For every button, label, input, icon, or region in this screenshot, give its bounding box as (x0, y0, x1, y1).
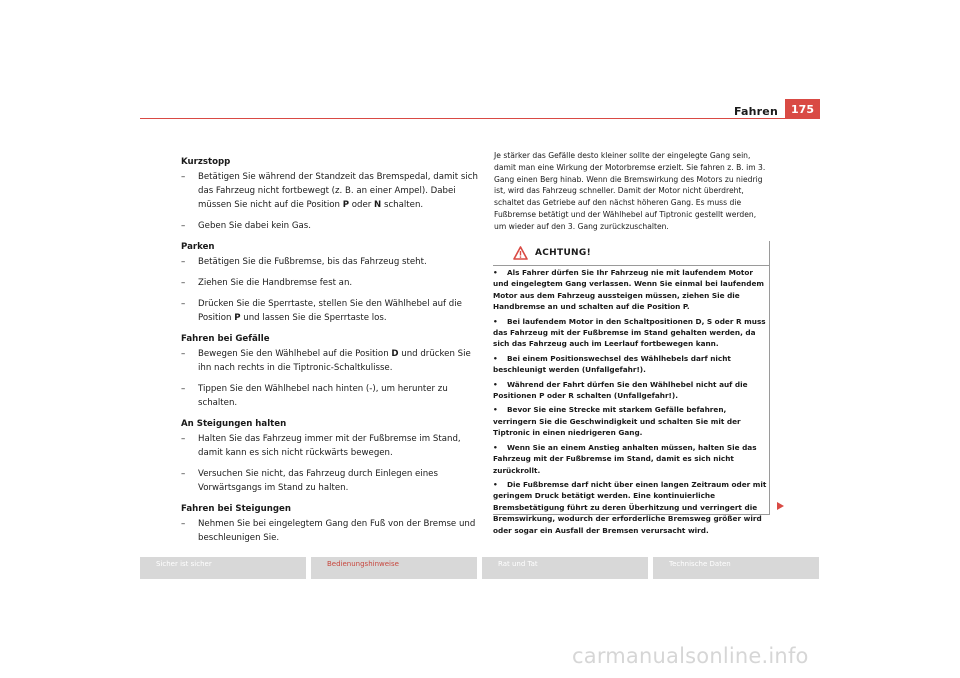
bullet-marker: • (493, 316, 498, 326)
warning-list (493, 267, 767, 539)
watermark: carmanualsonline.info (572, 644, 809, 668)
left-column (181, 155, 481, 545)
instruction-text: oder (349, 200, 375, 210)
instruction-text: Betätigen Sie während der Standzeit das Bremspedal, damit sich das Fahrzeug nicht fortbewegt (z. B. an einer Ampel). Dabei müssen Sie nicht auf die Position (198, 172, 478, 210)
warning-item (493, 353, 767, 376)
instruction-item (181, 382, 481, 410)
dash-marker: – (181, 349, 186, 359)
instruction-item (181, 297, 481, 325)
instruction-text: Betätigen Sie die Fußbremse, bis das Fahrzeug steht. (198, 257, 427, 267)
intro-paragraph: Je stärker das Gefälle desto kleiner sollte der eingelegte Gang sein, damit man eine Wirkung der Motorbremse erzielt. Sie fahren z. B. im 3. Gang einen Berg hinab. Wenn die Bremswirkung des Motors zu niedrig ist, wird das Fahrzeug schneller. Damit der Motor nicht überdreht, schaltet das Getriebe auf den nächst höheren Gang. Es muss die Fußbremse betätigt und der Wählhebel auf Tiptronic gestellt werden, um wieder auf den 3. Gang zurückzuschalten. (494, 151, 766, 231)
warning-text: Während der Fahrt dürfen Sie den Wählhebel nicht auf die Positionen P oder R schalten (Unfallgefahr!). (493, 379, 748, 401)
instruction-item (181, 219, 481, 233)
section-heading: Fahren bei Steigungen (181, 504, 291, 514)
section-heading: Fahren bei Gefälle (181, 334, 270, 344)
section-heading: Parken (181, 242, 215, 252)
warning-item (493, 316, 767, 350)
instruction-text: Halten Sie das Fahrzeug immer mit der Fußbremse im Stand, damit kann es sich nicht rückwärts bewegen. (198, 434, 461, 458)
warning-item (493, 479, 767, 536)
warning-text: Bei laufendem Motor in den Schaltpositionen D, S oder R muss das Fahrzeug mit der Fußbremse im Stand gehalten werden, da sich das Fahrzeug auch im Leerlauf fortbewegen kann. (493, 316, 766, 349)
section-heading: Kurzstopp (181, 157, 231, 167)
instruction-text: Nehmen Sie bei eingelegtem Gang den Fuß von der Bremse und beschleunigen Sie. (198, 519, 476, 543)
dash-marker: – (181, 469, 186, 479)
footer-tab-technische-daten[interactable]: Technische Daten (653, 557, 819, 579)
bullet-marker: • (493, 379, 498, 389)
dash-marker: – (181, 519, 186, 529)
dash-marker: – (181, 221, 186, 231)
warning-item (493, 267, 767, 313)
warning-text: Bevor Sie eine Strecke mit starkem Gefälle befahren, verringern Sie die Geschwindigkeit und schalten Sie mit der Tiptronic in einen niedrigeren Gang. (493, 405, 741, 438)
warning-text: Die Fußbremse darf nicht über einen langen Zeitraum oder mit geringem Druck betätigt werden. Eine kontinuierliche Bremsbetätigung führt zu deren Überhitzung und verringert die Bremswirkung, wodurch der erforderliche Bremsweg größer wird oder sogar ein Ausfall der Bremsen verursacht wird. (493, 479, 767, 535)
warning-text: Als Fahrer dürfen Sie Ihr Fahrzeug nie mit laufendem Motor und eingelegtem Gang verlassen. Wenn Sie einmal bei laufendem Motor aus dem Fahrzeug aussteigen müssen, ziehen Sie die Handbremse an und schalten auf die Position P. (493, 268, 765, 312)
instruction-item (181, 255, 481, 269)
warning-item (493, 379, 767, 402)
dash-marker: – (181, 278, 186, 288)
position-label: P (342, 200, 350, 210)
instruction-item (181, 467, 481, 495)
instruction-item (181, 432, 481, 460)
page-number: 175 (785, 99, 820, 119)
instruction-text: Ziehen Sie die Handbremse fest an. (198, 278, 353, 288)
instruction-text: Tippen Sie den Wählhebel nach hinten (-), um herunter zu schalten. (198, 384, 448, 408)
warning-triangle-icon (513, 246, 528, 260)
next-page-arrow-icon[interactable] (775, 501, 785, 511)
section-heading: An Steigungen halten (181, 419, 287, 429)
page-header-title: Fahren (733, 105, 778, 118)
footer-nav (140, 557, 820, 579)
dash-marker: – (181, 257, 186, 267)
bullet-marker: • (493, 405, 498, 415)
warning-title: ACHTUNG! (535, 248, 591, 258)
instruction-text: und drücken Sie ihn nach rechts in die Tiptronic-Schaltkulisse. (198, 349, 471, 373)
dash-marker: – (181, 384, 186, 394)
position-label: D (391, 349, 399, 359)
warning-box (493, 241, 770, 535)
warning-item (493, 442, 767, 476)
dash-marker: – (181, 434, 186, 444)
footer-tab-sicher-ist-sicher[interactable]: Sicher ist sicher (140, 557, 306, 579)
bullet-marker: • (493, 268, 498, 277)
header-divider (140, 118, 820, 119)
warning-item (493, 404, 767, 438)
right-column (494, 150, 770, 233)
instruction-text: Drücken Sie die Sperrtaste, stellen Sie den Wählhebel auf die Position (198, 299, 462, 323)
instruction-item (181, 347, 481, 375)
position-label: P (234, 313, 241, 323)
dash-marker: – (181, 299, 186, 309)
bullet-marker: • (493, 479, 498, 489)
instruction-text: Versuchen Sie nicht, das Fahrzeug durch Einlegen eines Vorwärtsgangs im Stand zu halten. (198, 469, 438, 493)
instruction-text: Geben Sie dabei kein Gas. (198, 221, 311, 231)
position-label: N (374, 200, 382, 210)
warning-text: Bei einem Positionswechsel des Wählhebels darf nicht beschleunigt werden (Unfallgefahr!). (493, 353, 731, 375)
instruction-text: schalten. (381, 200, 424, 210)
warning-header (493, 241, 769, 266)
instruction-item (181, 517, 481, 545)
instruction-item (181, 170, 481, 212)
bullet-marker: • (493, 353, 498, 363)
footer-tab-bedienungshinweise[interactable]: Bedienungshinweise (311, 557, 477, 579)
instruction-text: Bewegen Sie den Wählhebel auf die Position (198, 349, 392, 359)
bullet-marker: • (493, 442, 498, 452)
warning-text: Wenn Sie an einem Anstieg anhalten müssen, halten Sie das Fahrzeug mit der Fußbremse im Stand, damit es sich nicht zurückrollt. (493, 442, 757, 475)
footer-tab-rat-und-tat[interactable]: Rat und Tat (482, 557, 648, 579)
instruction-item (181, 276, 481, 290)
instruction-text: und lassen Sie die Sperrtaste los. (240, 313, 387, 323)
dash-marker: – (181, 172, 186, 182)
